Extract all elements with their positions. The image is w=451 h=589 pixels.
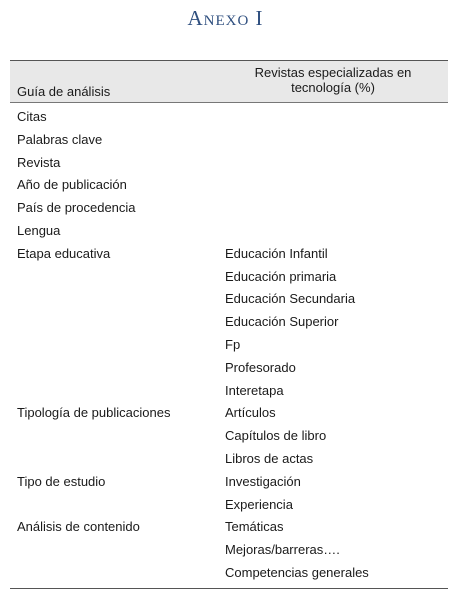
analysis-subcategory: Educación Infantil — [225, 245, 328, 261]
table-row — [10, 402, 448, 425]
table-row — [10, 562, 448, 585]
table-row — [10, 516, 448, 539]
analysis-subcategory: Educación Superior — [225, 314, 339, 330]
table-row — [10, 220, 448, 243]
analysis-subcategory: Educación Secundaria — [225, 291, 356, 307]
analysis-subcategory: Investigación — [225, 473, 301, 489]
table-row — [10, 243, 448, 266]
analysis-subcategory: Fp — [225, 336, 241, 352]
analysis-subcategory: Capítulos de libro — [225, 428, 327, 444]
analysis-category: Tipo de estudio — [17, 473, 106, 489]
table-row — [10, 471, 448, 494]
table-row — [10, 197, 448, 220]
table-row — [10, 129, 448, 152]
table-row — [10, 357, 448, 380]
analysis-subcategory: Libros de actas — [225, 450, 314, 466]
table-row — [10, 380, 448, 403]
table-row — [10, 311, 448, 334]
table-header — [10, 60, 448, 103]
analysis-subcategory: Experiencia — [225, 496, 293, 512]
table-row — [10, 494, 448, 517]
analysis-subcategory: Mejoras/barreras…. — [225, 542, 340, 558]
table-row — [10, 334, 448, 357]
table-row — [10, 539, 448, 562]
table-row — [10, 106, 448, 129]
header-analysis-guide: Guía de análisis — [17, 84, 111, 99]
table-row — [10, 152, 448, 175]
analysis-table — [10, 60, 448, 589]
analysis-category: Citas — [17, 109, 47, 124]
analysis-subcategory: Temáticas — [225, 519, 284, 535]
analysis-subcategory: Profesorado — [225, 359, 296, 375]
table-body — [10, 103, 448, 585]
page-title: Anexo I — [187, 6, 264, 30]
analysis-category: Etapa educativa — [17, 245, 111, 261]
analysis-subcategory: Competencias generales — [225, 564, 369, 580]
table-row — [10, 266, 448, 289]
header-specialized-journals: Revistas especializadas en tecnología (%) — [254, 65, 412, 95]
table-row — [10, 288, 448, 311]
analysis-category: Palabras clave — [17, 131, 103, 147]
table-row — [10, 425, 448, 448]
analysis-subcategory: Interetapa — [225, 382, 284, 398]
analysis-category: País de procedencia — [17, 200, 136, 216]
analysis-category: Lengua — [17, 222, 61, 238]
table-row — [10, 174, 448, 197]
analysis-subcategory: Artículos — [225, 405, 276, 421]
analysis-category: Tipología de publicaciones — [17, 405, 171, 421]
analysis-subcategory: Educación primaria — [225, 268, 337, 284]
analysis-category: Año de publicación — [17, 177, 127, 193]
analysis-category: Revista — [17, 154, 61, 170]
analysis-category: Análisis de contenido — [17, 519, 140, 535]
table-row — [10, 448, 448, 471]
